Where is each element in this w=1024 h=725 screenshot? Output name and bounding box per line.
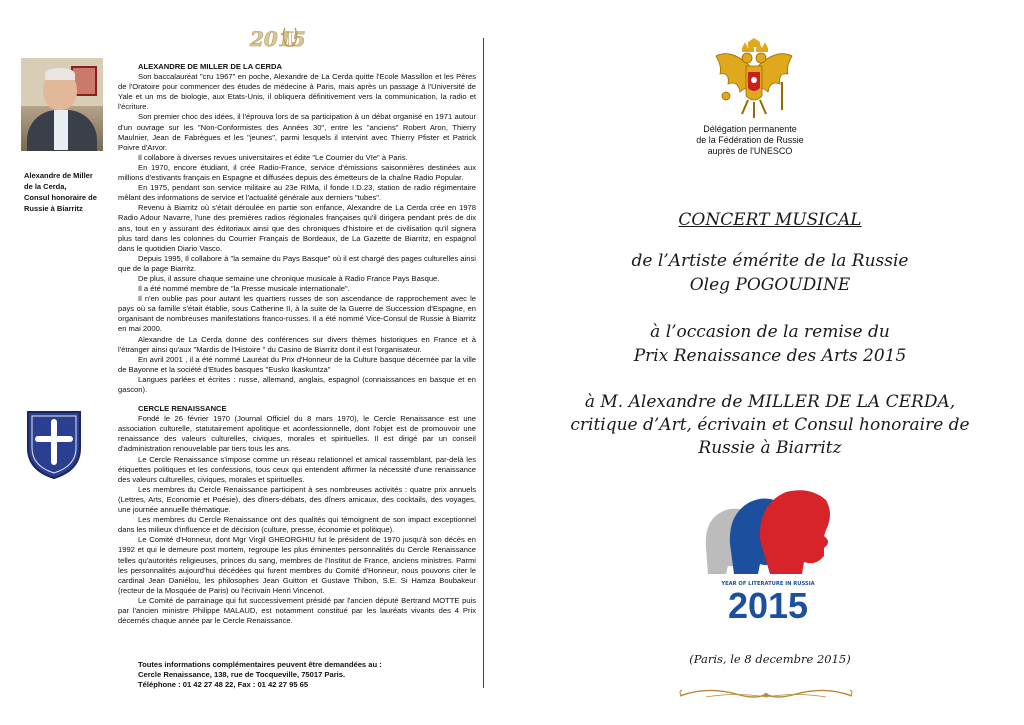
artist-name: Oleg POGOUDINE xyxy=(689,275,851,295)
portrait-photo xyxy=(21,58,103,151)
cercle-paragraph: Les membres du Cercle Renaissance participent à ses nombreuses activités : quatre prix annuels (Lettres, Arts, Economie et Poésie), des dîners-débats, des dîners amicaux, des cocktails, des voyages, une journée annuelle thématique. xyxy=(118,484,476,515)
biography-paragraph: En 1970, encore étudiant, il crée Radio-France, service d'émissions saisonnières destinées aux millions d'estivants français en Espagne et diffusées depuis des émetteurs de la chaîne Radio Popular. xyxy=(118,162,476,183)
recipient-line-2: critique d’Art, écrivain et Consul honoraire de xyxy=(570,415,970,435)
ornament-divider-icon xyxy=(676,684,856,704)
logo-2015-text: 2015 xyxy=(250,27,306,51)
artist-line-1: de l’Artiste émérite de la Russie xyxy=(631,251,909,271)
section2-title: CERCLE RENAISSANCE xyxy=(138,404,227,414)
section1-title: ALEXANDRE DE MILLER DE LA CERDA xyxy=(138,62,283,71)
cercle-renaissance-crest-icon xyxy=(24,408,84,480)
occasion-line-2: Prix Renaissance des Arts 2015 xyxy=(633,346,907,366)
concert-title: CONCERT MUSICAL xyxy=(678,210,862,230)
cercle-paragraph: Fondé le 26 février 1970 (Journal Officiel du 8 mars 1970), le Cercle Renaissance est une association culturelle, statutairement apolitique et aconfessionnelle, dont l'objet est de promouvoir une renaissance des valeurs culturelles, civiques, morales et spirituelles. Il est dirigé par un conseil d'administration renouvelable par tiers tous les ans. xyxy=(118,414,476,454)
biography-paragraph: En 1975, pendant son service militaire au 23e RIMa, il fonde I.D.23, station de radio régimentaire mêlant des informations de service et l'actualité générale aux derniers "tubes". xyxy=(118,183,476,203)
contact-info: Toutes informations complémentaires peuvent être demandées au : Cercle Renaissance, 138, rue de Tocqueville, 75017 Paris. Téléphone : 01 42 27 48 22, Fax : 01 42 27 95 65 xyxy=(138,660,382,689)
delegation-label: Délégation permanente de la Fédération de Russie auprès de l'UNESCO xyxy=(696,124,804,156)
cercle-paragraph: Le Comité de parrainage qui fut successivement présidé par l'ancien député Bertrand MOTTE puis par l'ancien ministre Philippe MALAUD, est notamment constitué par les lauréats vivants des 4 Prix décernés chaque année par le Cercle Renaissance. xyxy=(118,595,476,626)
biography-paragraph: Il a été nommé membre de "la Presse musicale internationale". xyxy=(138,284,350,294)
russian-coat-of-arms-icon xyxy=(712,38,796,124)
portrait-caption: Alexandre de Miller de la Cerda, Consul honoraire de Russie à Biarritz xyxy=(24,171,97,213)
yol-caption: YEAR OF LITERATURE IN RUSSIA xyxy=(721,581,815,587)
yol-year: 2015 xyxy=(727,585,809,624)
biography-paragraph: Il collabore à diverses revues universitaires et édite "Le Courrier du VIe" à Paris. xyxy=(138,152,408,162)
date-line: (Paris, le 8 decembre 2015) xyxy=(689,652,851,666)
biography-paragraph: Langues parlées et écrites : russe, allemand, anglais, espagnol (connaissances en basque et en gascon). xyxy=(118,374,476,394)
biography-paragraph: Son baccalauréat "cru 1967" en poche, Alexandre de La Cerda quitte l'Ecole Massillon et les Pères de l'Oratoire pour commencer des études de médecine à Paris, mais après un passage à l'Université de Yale et un ms de biologie, aux Etats-Unis, il obliquera définitivement vers la communication, la radio et l'écriture. xyxy=(118,72,476,112)
biography-text xyxy=(118,62,476,626)
occasion-line-1: à l’occasion de la remise du xyxy=(650,322,890,342)
recipient-line-3: Russie à Biarritz xyxy=(698,438,842,458)
biography-paragraph: De plus, il assure chaque semaine une chronique musicale à Radio France Pays Basque. xyxy=(138,273,440,283)
cercle-paragraph: Le Cercle Renaissance s'impose comme un réseau relationnel et amical rassemblant, par-delà les étiquettes politiques et les confessions, tous ceux qui entendent affirmer la nécessité d'une renaissance des valeurs culturelles, civiques, morales et spirituelles. xyxy=(118,454,476,484)
column-divider xyxy=(483,38,484,688)
biography-paragraph: Il n'en oublie pas pour autant les quartiers russes de son ascendance de rapprochement avec le pays où sa famille s'était établie, sous Catherine II, à la suite de la Guerre de Succession d'Espagne, en organisant de nombreuses manifestations franco-russes. Il a été nommé Vice-Consul de Russie à Biarritz en mai 2000. xyxy=(118,294,476,334)
biography-paragraph: Depuis 1995, Il collabore à "la semaine du Pays Basque" où il est chargé des pages culturelles ainsi que de la page Biarritz. xyxy=(118,253,476,273)
cercle-paragraph: Les membres du Cercle Renaissance ont des qualités qui témoignent de son impact exceptionnel dans les milieux d'influence et de décision (culture, presse, économie et politique). xyxy=(118,515,476,535)
year-of-literature-logo xyxy=(700,484,836,624)
biography-paragraph: En avril 2001 , il a été nommé Lauréat du Prix d'Honneur de la Culture basque décernée par la ville de Bayonne et la société d'Etudes basques "Eusko Ikaskuntza" xyxy=(118,354,476,374)
logo-2015-lyre xyxy=(248,22,326,52)
recipient-line-1: à M. Alexandre de MILLER DE LA CERDA, xyxy=(584,392,956,412)
biography-paragraph: Son premier choc des idées, il l'éprouva lors de sa participation à un débat organisé en 1971 autour d'un ouvrage sur les "Non-Conformistes des Années 30", entre les "anciens" Robert Aron, Thierry Maulnier, Jean de Fabrègues et les "jeunes", parmi lesquels il intervint avec Thierry Pfister et Patrick Poivre d'Arvor. xyxy=(118,112,476,152)
biography-paragraph: Revenu à Biarritz où s'était déroulée en partie son enfance, Alexandre de La Cerda crée en 1978 Radio Adour Navarre, l'une des premières radios régionales françaises qu'il dirigera pendant près de dix ans, tout en y assurant des éditoriaux ainsi que des chroniques d'histoire et de civilisation qu'il signera plus tard dans les colonnes du Courrier Français de Bordeaux, de La Gazette de Biarritz, en espagnol dans le quotidien Diario Vasco. xyxy=(118,203,476,253)
cercle-paragraph: Le Comité d'Honneur, dont Mgr Virgil GHEORGHIU fut le président de 1970 jusqu'à son décès en 1992 et qui le demeure post mortem, regroupe les plus éminentes personnalités du Cercle Renaissance telles qu'autorités religieuses, princes du sang, membres de l'Institut de France, anciens ministres. Parmi les personnalités aujourd'hui décédées qui furent membres du Comité d'Honneur, nous pouvons citer le cardinal Jean Daniélou, les philosophes Jean Guitton et Gustave Thibon, S.E. Si Hamza Boubakeur (recteur de la Mosquée de Paris) ou l'écrivain Henri Vincenot. xyxy=(118,535,476,595)
biography-paragraph: Alexandre de La Cerda donne des conférences sur divers thèmes historiques en France et à l'étranger ainsi qu'aux "Mardis de l'Histoire " du Casino de Biarritz dont il est l'organisateur. xyxy=(118,334,476,354)
